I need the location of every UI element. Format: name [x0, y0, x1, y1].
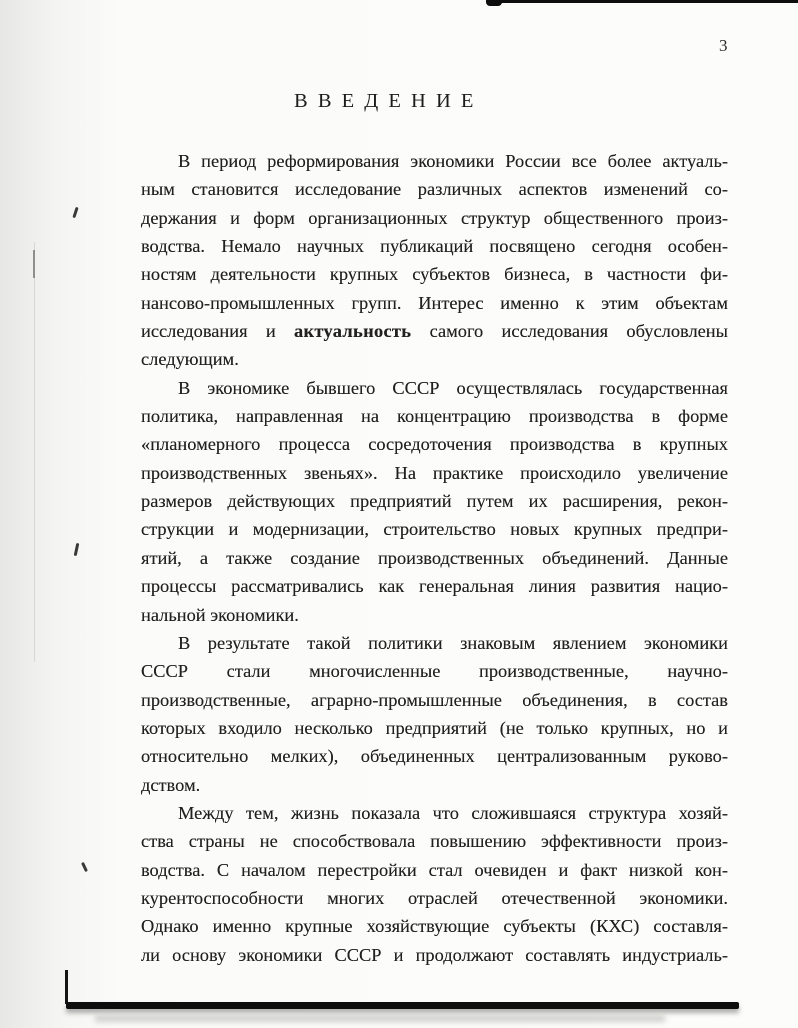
- scan-artifact-speck: [74, 543, 80, 556]
- text-line: водства. Немало научных публикаций посвящено сегодня особен-: [141, 236, 728, 257]
- scan-artifact-bottom-bar: [66, 1002, 739, 1009]
- text-line: Однако именно крупные хозяйствующие субъекты (КХС) составля-: [141, 916, 728, 937]
- text-line: ятий, а также создание производственных объединений. Данные: [141, 547, 728, 568]
- text-line: В период реформирования экономики России все более актуаль-: [178, 151, 728, 171]
- scan-artifact-left-line: [65, 970, 68, 1004]
- text-line: СССР стали многочисленные производственные, научно-: [141, 661, 728, 682]
- page-title: В В Е Д Е Н И Е: [294, 90, 476, 112]
- text-line: производственные, аграрно-промышленные объединения, в состав: [141, 689, 728, 710]
- scan-artifact-bottom-blur: [95, 1015, 665, 1022]
- text-line: которых входило несколько предприятий (не только крупных, но и: [141, 717, 728, 738]
- scan-artifact-top-blob: [486, 0, 502, 6]
- document-body: [141, 147, 728, 969]
- text-line: Между тем, жизнь показала что сложившаяся структура хозяй-: [178, 802, 728, 823]
- text-line: процессы рассматривались как генеральная линия развития нацио-: [141, 576, 728, 597]
- text-segment: исследования и: [141, 321, 295, 342]
- text-line: струкции и модернизации, строительство новых крупных предпри-: [141, 519, 728, 540]
- paragraph-4: [141, 799, 728, 969]
- text-line: держания и форм организационных структур общественного произ-: [141, 207, 728, 228]
- text-line: ностям деятельности крупных субъектов бизнеса, в частности фи-: [141, 264, 728, 285]
- text-line: [141, 317, 728, 345]
- scan-artifact-top-line: [487, 0, 798, 3]
- text-line: В результате такой политики знаковым явлением экономики: [178, 632, 728, 653]
- scan-artifact-margin-line: [34, 242, 35, 662]
- paragraph-1: [141, 147, 728, 374]
- text-line: размеров действующих предприятий путем их расширения, рекон-: [141, 491, 728, 512]
- text-line: нансово-промышленных групп. Интерес именно к этим объектам: [141, 292, 728, 313]
- text-line: относительно мелких), объединенных централизованным руково-: [141, 746, 728, 767]
- text-line: водства. С началом перестройки стал очевиден и факт низкой кон-: [141, 859, 728, 880]
- text-line: нальной экономики.: [141, 604, 299, 625]
- text-line: ства страны не способствовала повышению эффективности произ-: [141, 831, 728, 852]
- text-line: дством.: [141, 774, 201, 795]
- text-line: ным становится исследование различных аспектов изменений со-: [141, 179, 728, 200]
- emphasized-term: актуальность: [294, 321, 412, 342]
- page-number: 3: [719, 36, 728, 55]
- scan-artifact-tick: [33, 250, 35, 278]
- paragraph-2: [141, 374, 728, 629]
- text-segment: самого исследования обусловлены: [411, 321, 728, 342]
- text-line: В экономике бывшего СССР осуществлялась государственная: [178, 377, 728, 398]
- text-line: политика, направленная на концентрацию производства в форме: [141, 406, 728, 427]
- text-line: «планомерного процесса сосредоточения производства в крупных: [141, 434, 728, 455]
- text-line: производственных звеньях». На практике происходило увеличение: [141, 462, 728, 483]
- scan-artifact-speck: [81, 862, 88, 872]
- paragraph-3: [141, 629, 728, 799]
- scan-artifact-speck: [72, 207, 78, 218]
- text-line: курентоспособности многих отраслей отечественной экономики.: [141, 887, 728, 908]
- text-line: следующим.: [141, 349, 239, 370]
- text-line: ли основу экономики СССР и продолжают составлять индустриаль-: [141, 944, 728, 965]
